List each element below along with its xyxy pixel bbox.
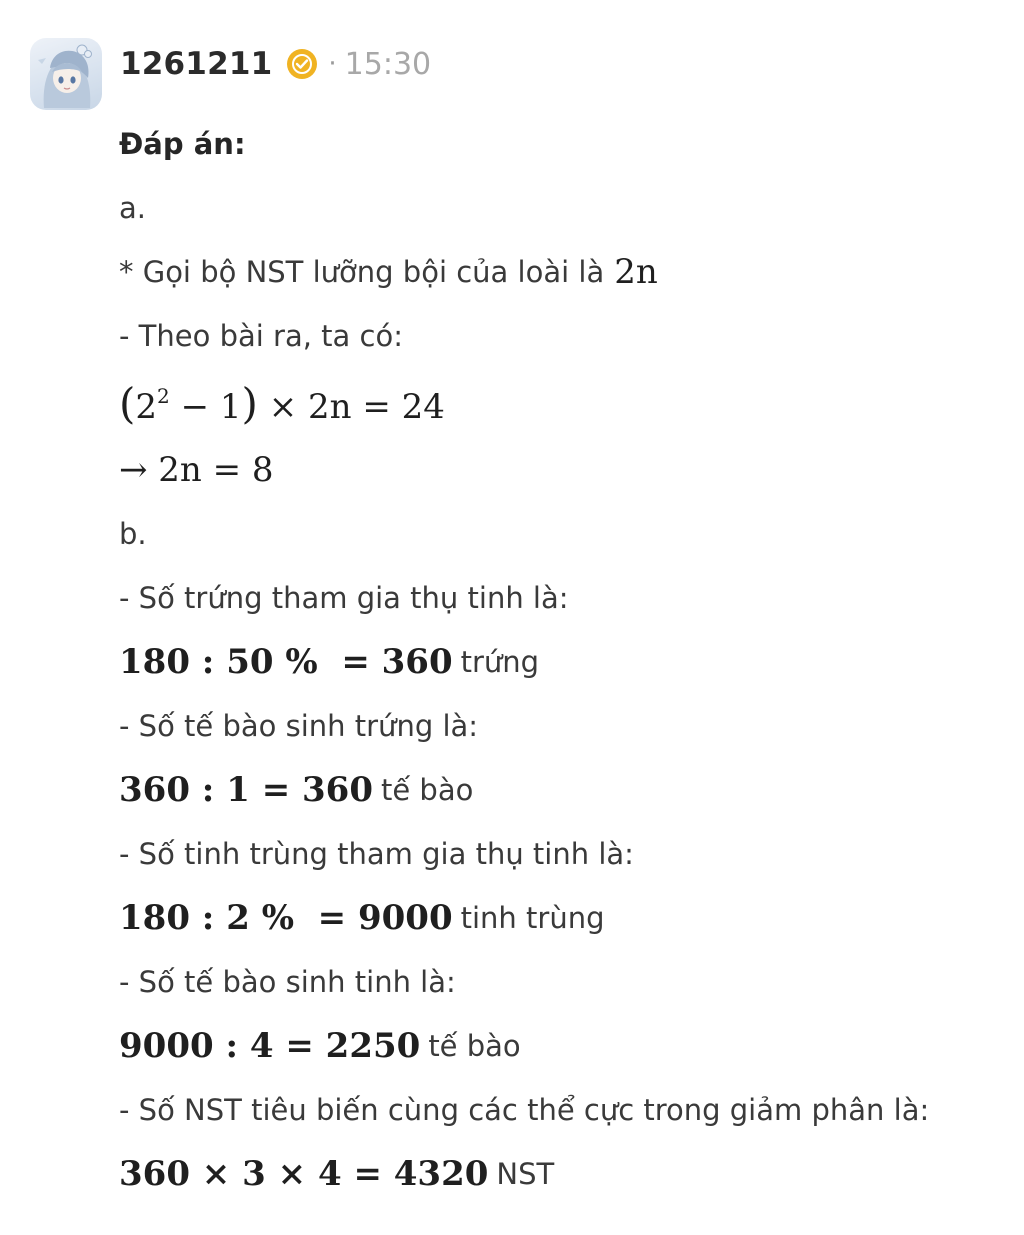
intro-math: 2n [614, 252, 658, 292]
username[interactable]: 1261211 [120, 46, 273, 82]
intro-text: * Gọi bộ NST lưỡng bội của loài là [119, 255, 605, 289]
answer-title: Đáp án: [119, 127, 246, 161]
equation-2-math: → 2n = 8 [119, 450, 274, 490]
step-1-unit: trứng [460, 645, 540, 679]
eq1-exponent: 2 [157, 383, 170, 408]
step-4-text: - Số tế bào sinh tinh là: [119, 965, 456, 999]
step-2-result [119, 758, 999, 822]
step-3-result [119, 886, 999, 950]
step-5-math: 360 × 3 × 4 = 4320 [119, 1154, 489, 1194]
part-b-label: b. [119, 517, 147, 551]
equation-1 [119, 368, 999, 438]
part-a-label: a. [119, 191, 146, 225]
verified-badge-icon [286, 48, 318, 80]
answer-body [119, 112, 999, 1206]
step-5-result [119, 1142, 999, 1206]
anime-avatar-icon [30, 38, 102, 110]
intro-line [119, 240, 999, 304]
step-5-text: - Số NST tiêu biến cùng các thể cực trong giảm phân là: [119, 1093, 930, 1127]
separator-dot: · [328, 49, 337, 79]
step-5-unit: NST [496, 1157, 555, 1191]
step-3-math: 180 : 2 % = 9000 [119, 898, 453, 938]
equation-1-math: $(2^2 - 1) \times 2n = 24$ [119, 378, 445, 428]
avatar[interactable] [30, 38, 102, 110]
step-4-unit: tế bào [428, 1029, 521, 1063]
theo-line: - Theo bài ra, ta có: [119, 319, 403, 353]
step-3-unit: tinh trùng [460, 901, 605, 935]
post-time: 15:30 [344, 46, 432, 82]
eq1-rest: − 1 [180, 386, 242, 427]
step-4-math: 9000 : 4 = 2250 [119, 1026, 421, 1066]
step-1-math: 180 : 50 % = 360 [119, 642, 453, 682]
eq1-after: × 2n = 24 [257, 386, 445, 427]
equation-2 [119, 438, 999, 502]
step-4-result [119, 1014, 999, 1078]
step-2-text: - Số tế bào sinh trứng là: [119, 709, 479, 743]
step-3-text: - Số tinh trùng tham gia thụ tinh là: [119, 837, 634, 871]
step-1-result [119, 630, 999, 694]
step-1-text: - Số trứng tham gia thụ tinh là: [119, 581, 569, 615]
step-2-unit: tế bào [381, 773, 474, 807]
post-header [120, 40, 431, 88]
step-2-math: 360 : 1 = 360 [119, 770, 373, 810]
eq1-base: 2 [135, 386, 158, 427]
